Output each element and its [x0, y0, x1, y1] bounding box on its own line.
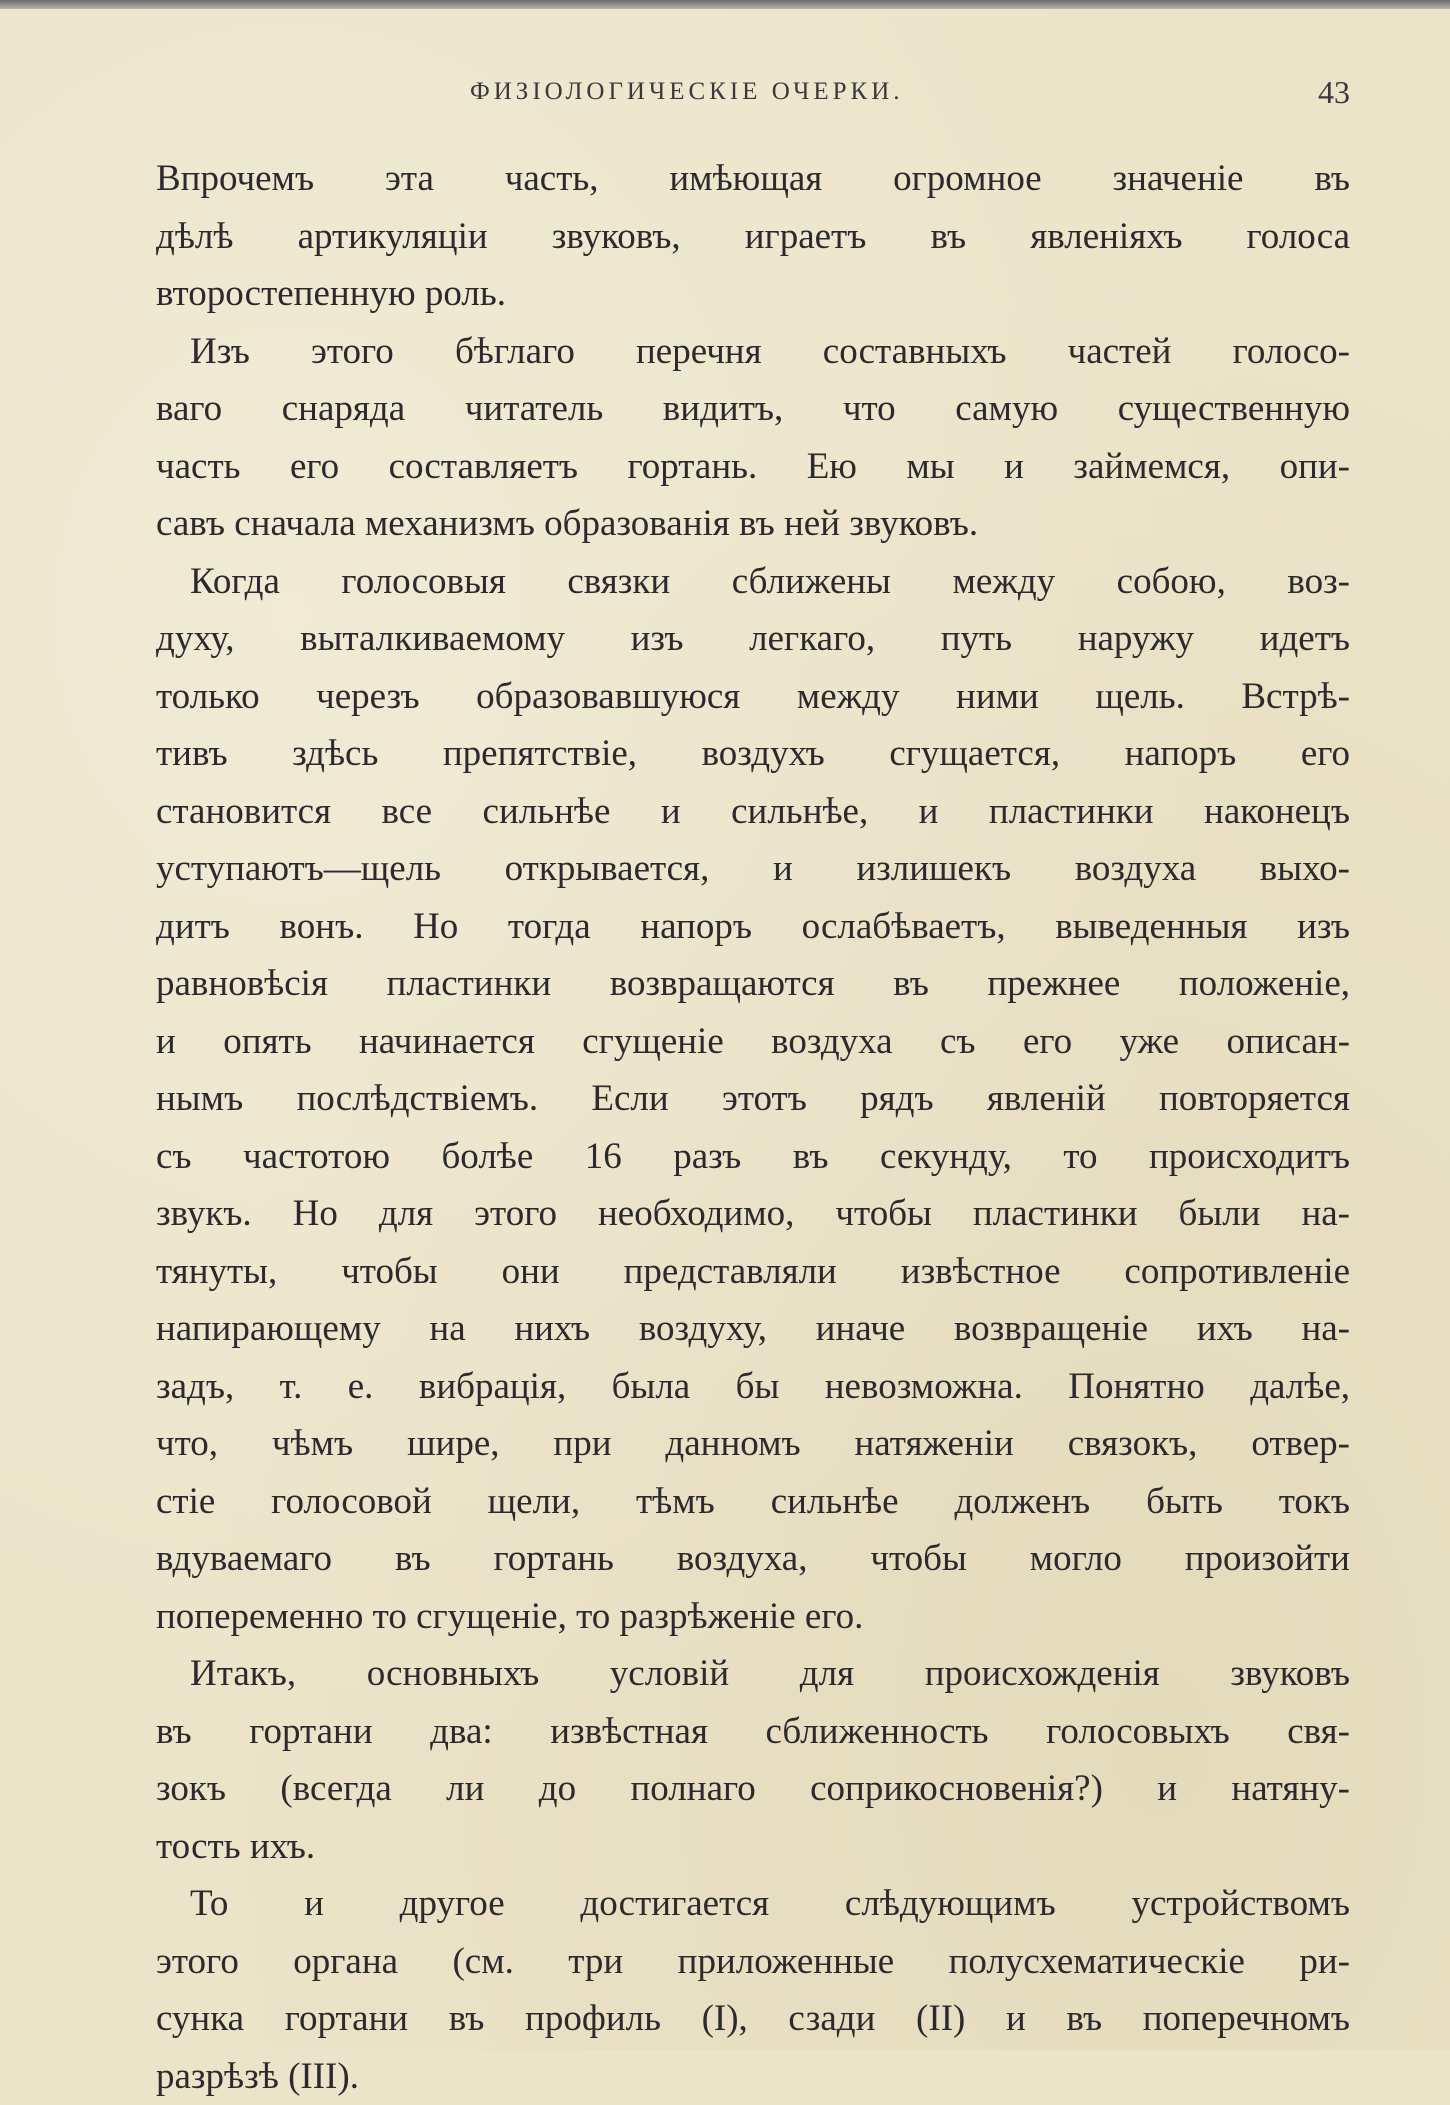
text-line: дѣлѣ артикуляцiи звуковъ, играетъ въ явленiяхъ голоса	[156, 208, 1350, 266]
text-line: звукъ. Но для этого необходимо, чтобы пластинки были на-	[156, 1185, 1350, 1243]
text-line: становится все сильнѣе и сильнѣе, и пластинки наконецъ	[156, 783, 1350, 841]
text-line: савъ сначала механизмъ образованiя въ ней звуковъ.	[156, 495, 1350, 553]
text-line: стiе голосовой щели, тѣмъ сильнѣе долженъ быть токъ	[156, 1473, 1350, 1531]
text-line: напирающему на нихъ воздуху, иначе возвращенiе ихъ на-	[156, 1300, 1350, 1358]
text-line: тивъ здѣсь препятствiе, воздухъ сгущается, напоръ его	[156, 725, 1350, 783]
text-line: попеременно то сгущенiе, то разрѣженiе его.	[156, 1588, 1350, 1646]
text-line: духу, выталкиваемому изъ легкаго, путь наружу идетъ	[156, 610, 1350, 668]
body-text	[156, 150, 1350, 2105]
text-line: Изъ этого бѣглаго перечня составныхъ частей голосо-	[156, 323, 1350, 381]
text-line: часть его составляетъ гортань. Ею мы и займемся, опи-	[156, 438, 1350, 496]
text-line: этого органа (см. три приложенные полусхематическiе ри-	[156, 1933, 1350, 1991]
text-line: уступаютъ—щель открывается, и излишекъ воздуха выхо-	[156, 840, 1350, 898]
text-line: что, чѣмъ шире, при данномъ натяженiи связокъ, отвер-	[156, 1415, 1350, 1473]
text-line: дитъ вонъ. Но тогда напоръ ослабѣваетъ, выведенныя изъ	[156, 898, 1350, 956]
text-line: съ частотою болѣе 16 разъ въ секунду, то происходитъ	[156, 1128, 1350, 1186]
text-line: сунка гортани въ профиль (I), сзади (II) и въ поперечномъ	[156, 1990, 1350, 2048]
text-line: и опять начинается сгущенiе воздуха съ его уже описан-	[156, 1013, 1350, 1071]
text-line: равновѣсiя пластинки возвращаются въ прежнее положенiе,	[156, 955, 1350, 1013]
text-line: вдуваемаго въ гортань воздуха, чтобы могло произойти	[156, 1530, 1350, 1588]
text-line: только черезъ образовавшуюся между ними щель. Встрѣ-	[156, 668, 1350, 726]
text-line: тость ихъ.	[156, 1818, 1350, 1876]
text-line: ваго снаряда читатель видитъ, что самую существенную	[156, 380, 1350, 438]
text-line: Когда голосовыя связки сближены между собою, воз-	[156, 553, 1350, 611]
text-line: въ гортани два: извѣстная сближенность голосовыхъ свя-	[156, 1703, 1350, 1761]
text-line: зокъ (всегда ли до полнаго соприкосновенiя?) и натяну-	[156, 1760, 1350, 1818]
text-line: Впрочемъ эта часть, имѣющая огромное значенiе въ	[156, 150, 1350, 208]
text-line: То и другое достигается слѣдующимъ устройствомъ	[156, 1875, 1350, 1933]
running-head: ФИЗIОЛОГИЧЕСКIЕ ОЧЕРКИ.	[470, 78, 904, 106]
text-line: нымъ послѣдствiемъ. Если этотъ рядъ явленiй повторяется	[156, 1070, 1350, 1128]
top-edge-rule	[0, 0, 1450, 9]
text-line: второстепенную роль.	[156, 265, 1350, 323]
page-number: 43	[1318, 74, 1350, 111]
text-line: разрѣзѣ (III).	[156, 2048, 1350, 2105]
text-line: тянуты, чтобы они представляли извѣстное сопротивленiе	[156, 1243, 1350, 1301]
text-line: задъ, т. е. вибрацiя, была бы невозможна. Понятно далѣе,	[156, 1358, 1350, 1416]
text-line: Итакъ, основныхъ условiй для происхожденiя звуковъ	[156, 1645, 1350, 1703]
